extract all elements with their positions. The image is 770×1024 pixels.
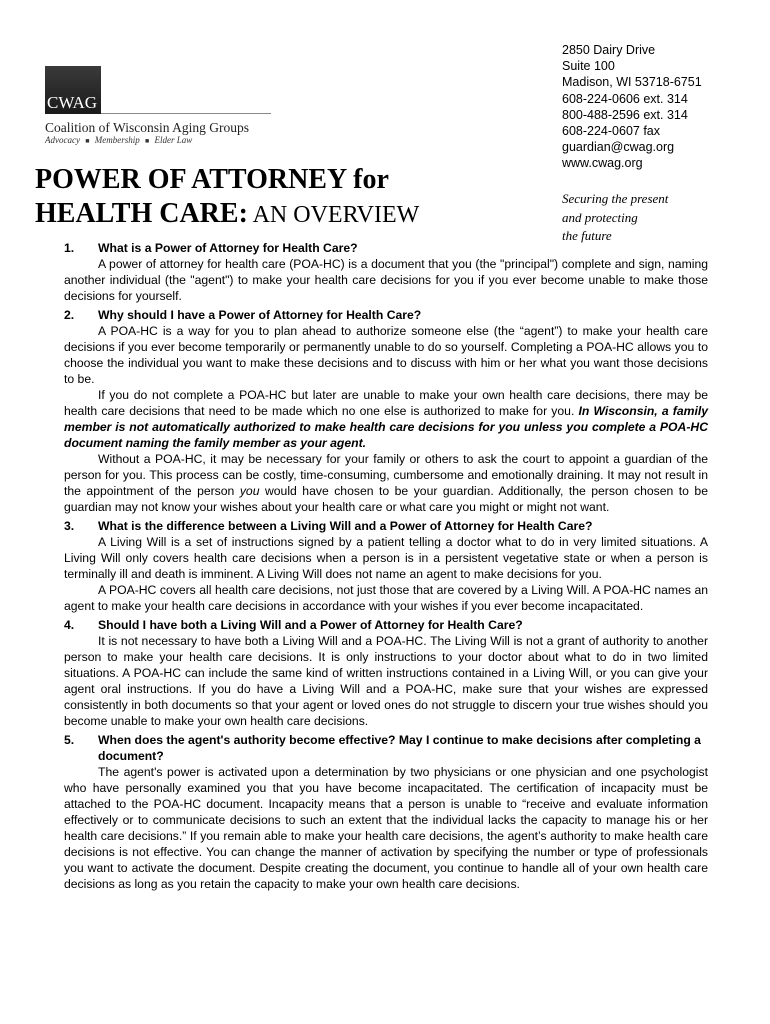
address-suite: Suite 100 bbox=[562, 59, 615, 74]
address-block bbox=[562, 42, 702, 172]
section-number: 1. bbox=[64, 241, 75, 255]
tagline-advocacy: Advocacy bbox=[45, 135, 80, 145]
paragraph: A power of attorney for health care (POA-HC) is a document that you (the "principal") complete and sign, naming another individual (the "agent") to make your health care decisions for you if you ever become unable to make those decisions for yourself. bbox=[64, 257, 708, 303]
tagline-membership: Membership bbox=[94, 135, 140, 145]
address-email: guardian@cwag.org bbox=[562, 140, 675, 155]
section-1 bbox=[64, 240, 708, 304]
section-heading bbox=[64, 240, 708, 256]
logo-divider bbox=[101, 113, 271, 114]
address-phone-2: 800-488-2596 ext. 314 bbox=[562, 107, 688, 122]
section-number: 3. bbox=[64, 519, 75, 533]
cwag-logo bbox=[45, 66, 101, 114]
paragraph: A Living Will is a set of instructions signed by a patient telling a doctor what to do in very limited situations. A Living Will only covers health care decisions when a person is in a persistent vegetative state or when a person is terminally ill and death is imminent. A Living Will does not name an agent to make decisions for you. bbox=[64, 535, 708, 581]
section-heading-text: Why should I have a Power of Attorney for Health Care? bbox=[98, 308, 422, 322]
address-website: www.cwag.org bbox=[562, 156, 643, 171]
tagline-separator: ■ bbox=[144, 137, 150, 145]
section-5 bbox=[64, 732, 708, 892]
document-body bbox=[64, 240, 708, 895]
emphasis-text: you bbox=[239, 484, 260, 498]
section-2 bbox=[64, 307, 708, 515]
section-number: 2. bbox=[64, 308, 75, 322]
title-line-2-rest: AN OVERVIEW bbox=[247, 202, 420, 228]
motto-line: Securing the present bbox=[562, 191, 669, 206]
logo-text: CWAG bbox=[47, 93, 98, 112]
motto-line: and protecting bbox=[562, 209, 638, 225]
section-heading bbox=[64, 307, 708, 323]
section-3 bbox=[64, 518, 708, 614]
paragraph-text: If you do not complete a POA-HC but later are unable to make your own health care decisions, there may be health care decisions that need to be made which no one else is authorized to make for you. bbox=[64, 388, 708, 418]
paragraph: A POA-HC covers all health care decisions, not just those that are covered by a Living Will. A POA-HC names an agent to make your health care decisions in accordance with your wishes if you ever become incapacitated. bbox=[64, 583, 708, 613]
section-4 bbox=[64, 617, 708, 729]
org-name: Coalition of Wisconsin Aging Groups bbox=[45, 120, 249, 135]
address-phone-1: 608-224-0606 ext. 314 bbox=[562, 91, 688, 106]
section-heading bbox=[64, 732, 708, 764]
document-title bbox=[35, 163, 419, 232]
section-heading-text: What is a Power of Attorney for Health Care? bbox=[98, 241, 358, 255]
tagline-elder-law: Elder Law bbox=[154, 135, 193, 145]
paragraph bbox=[64, 387, 708, 451]
paragraph: The agent's power is activated upon a determination by two physicians or one physician and one psychologist who have personally examined you that you have become incapacitated. The certification of incapacity must be attached to the POA-HC document. Incapacity means that a person is unable to “receive and evaluate information effectively or to communicate decisions to such an extent that the individual lacks the capacity to manage his or her health care decisions.” If you remain able to make your health care decisions, the agent’s authority to make health care decisions is not effective. You can change the manner of activation by specifying the number or type of professionals you want to activate the document. Despite creating the document, you continue to handle all of your own health care decisions as long as you retain the capacity to make your own health care decisions. bbox=[64, 765, 708, 891]
paragraph-text: Without a POA-HC, it may be necessary for your family or others to ask the court to appoint a guardian of the person for you. This process can be costly, time-consuming, cumbersome and emotionally draining. It may not result in the appointment of the person bbox=[64, 452, 708, 498]
paragraph: A POA-HC is a way for you to plan ahead to authorize someone else (the “agent”) to make your health care decisions if you ever become temporarily or permanently unable to do so yourself. Completing a POA-HC allows you to choose the individual you want to make these decisions and to discuss with him or her what you want those decisions to be. bbox=[64, 324, 708, 386]
org-tagline bbox=[45, 135, 192, 145]
motto-line: the future bbox=[562, 228, 612, 243]
section-heading-text: When does the agent's authority become effective? May I continue to make decisions after completing a document? bbox=[98, 733, 701, 763]
section-heading bbox=[64, 617, 708, 633]
title-line-2-bold: HEALTH CARE: bbox=[35, 198, 248, 229]
paragraph: It is not necessary to have both a Living Will and a POA-HC. The Living Will is not a grant of authority to another person to make your health care decisions. It is only instructions to your doctor about what to do in two limited situations. A POA-HC can include the same kind of written instructions contained in a Living Will, or you can give your agent oral instructions. If you do have a Living Will and a POA-HC, make sure that your wishes are expressed consistently in both documents so that your agent or loved ones do not struggle to discern your true wishes should you become unable to make your own health care decisions. bbox=[64, 634, 708, 728]
section-heading-text: What is the difference between a Living Will and a Power of Attorney for Health Care? bbox=[98, 519, 593, 533]
paragraph bbox=[64, 451, 708, 515]
section-number: 4. bbox=[64, 618, 75, 632]
paragraph-text: would have chosen to be your guardian. Additionally, the person chosen to be guardian may not know your wishes about your health care or what care you might or might not want. bbox=[64, 484, 708, 514]
address-street: 2850 Dairy Drive bbox=[562, 43, 656, 57]
address-city: Madison, WI 53718-6751 bbox=[562, 75, 702, 90]
address-fax: 608-224-0607 fax bbox=[562, 124, 660, 139]
section-heading-text: Should I have both a Living Will and a Power of Attorney for Health Care? bbox=[98, 618, 523, 632]
title-line-1: POWER OF ATTORNEY for bbox=[35, 164, 389, 195]
motto bbox=[562, 190, 668, 246]
section-number: 5. bbox=[64, 733, 75, 747]
section-heading bbox=[64, 518, 708, 534]
tagline-separator: ■ bbox=[85, 137, 90, 145]
emphasis-text: In Wisconsin, a family member is not automatically authorized to make health care decisions for you unless you complete a POA-HC document naming the family member as your agent. bbox=[64, 404, 708, 450]
